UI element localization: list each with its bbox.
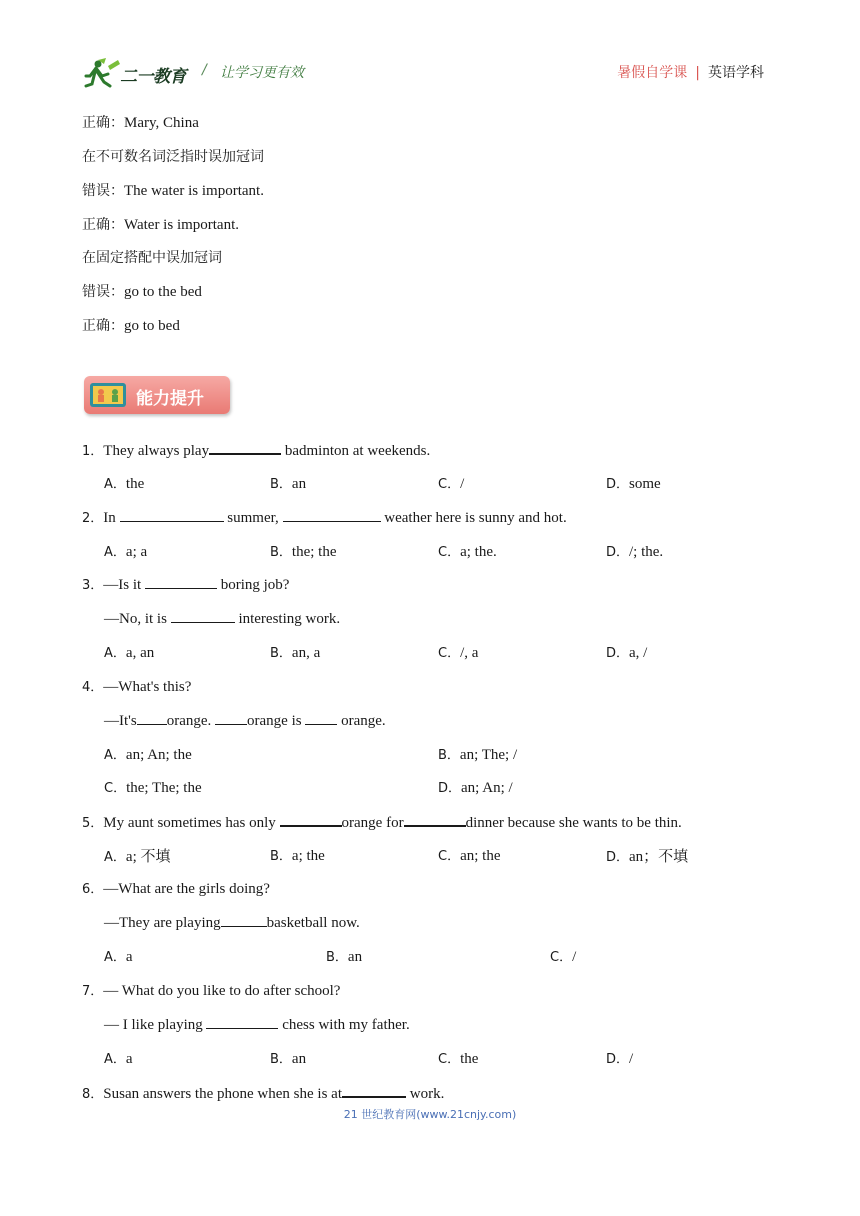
question-3-line-2: —No, it is interesting work. (104, 608, 340, 628)
question-1: 1．They always play badminton at weekends. (82, 439, 430, 460)
option-d: D．/ (606, 1051, 634, 1067)
subject-label: 英语学科 (708, 65, 764, 81)
answer-blank (120, 507, 224, 522)
option-b: B．a; the (270, 848, 325, 864)
logo-text: 二一教育 (120, 67, 186, 87)
option-a: A．a; a (104, 544, 148, 560)
option-d: D．an；不填 (606, 849, 689, 865)
answer-blank (342, 1082, 406, 1098)
note-line: 正确：Water is important. (82, 217, 240, 233)
section-badge (84, 376, 230, 414)
option-b: B．an, a (270, 645, 321, 661)
answer-blank (221, 912, 267, 927)
option-b: B．an (270, 1051, 307, 1067)
note-line: 正确：Mary, China (82, 115, 199, 131)
question-6-line-2: —They are playing basketball now. (104, 912, 360, 932)
answer-blank (209, 439, 281, 455)
page-header (0, 0, 860, 100)
note-line: 错误：The water is important. (82, 183, 264, 199)
answer-blank (280, 811, 342, 827)
answer-blank (283, 507, 381, 522)
answer-blank (215, 710, 247, 725)
slogan-separator: / (202, 62, 207, 78)
option-b: B．the; the (270, 544, 337, 560)
page-footer: 21 世纪教育网(www.21cnjy.com) (343, 1108, 517, 1121)
option-b: B．an; The; / (438, 747, 518, 763)
option-d: D．/; the. (606, 544, 664, 560)
note-line: 正确：go to bed (82, 318, 180, 334)
note-line: 错误：go to the bed (82, 284, 202, 300)
section-title: 能力提升 (136, 389, 204, 409)
option-a: A．a, an (104, 645, 155, 661)
question-5: 5．My aunt sometimes has only orange for dinner because she wants to be thin. (82, 811, 682, 832)
answer-blank (145, 574, 217, 589)
option-c: C．the; The; the (104, 780, 202, 796)
option-a: A．a; 不填 (104, 849, 171, 865)
classroom-icon (89, 382, 127, 408)
question-4: 4．—What's this? (82, 679, 192, 695)
header-separator: | (695, 65, 700, 81)
option-c: C．the (438, 1051, 479, 1067)
course-label: 暑假自学课 (617, 65, 688, 81)
option-b: B．an (270, 476, 307, 492)
option-d: D．an; An; / (438, 780, 513, 796)
question-2: 2．In summer, weather here is sunny and hot. (82, 507, 567, 527)
slogan: 让学习更有效 (220, 65, 304, 81)
answer-blank (206, 1014, 278, 1029)
note-line: 在不可数名词泛指时误加冠词 (82, 149, 264, 165)
option-c: C．/ (550, 949, 577, 965)
option-c: C．an; the (438, 848, 501, 864)
option-d: D．some (606, 476, 661, 492)
header-course-info (617, 62, 764, 82)
option-a: A．a (104, 949, 133, 965)
answer-blank (404, 811, 466, 827)
option-c: C．/, a (438, 645, 479, 661)
question-3: 3．—Is it boring job? (82, 574, 289, 594)
question-7: 7．— What do you like to do after school? (82, 983, 341, 999)
option-a: A．a (104, 1051, 133, 1067)
question-6: 6．—What are the girls doing? (82, 881, 270, 897)
answer-blank (305, 710, 337, 725)
answer-blank (171, 608, 235, 623)
option-a: A．the (104, 476, 145, 492)
question-4-line-2: —It's orange. orange is orange. (104, 710, 386, 730)
option-c: C．/ (438, 476, 465, 492)
option-a: A．an; An; the (104, 747, 192, 763)
answer-blank (137, 710, 167, 725)
question-7-line-2: — I like playing chess with my father. (104, 1014, 410, 1034)
option-c: C．a; the. (438, 544, 497, 560)
note-line: 在固定搭配中误加冠词 (82, 250, 222, 266)
question-8: 8．Susan answers the phone when she is at work. (82, 1082, 444, 1103)
option-b: B．an (326, 949, 363, 965)
option-d: D．a, / (606, 645, 648, 661)
